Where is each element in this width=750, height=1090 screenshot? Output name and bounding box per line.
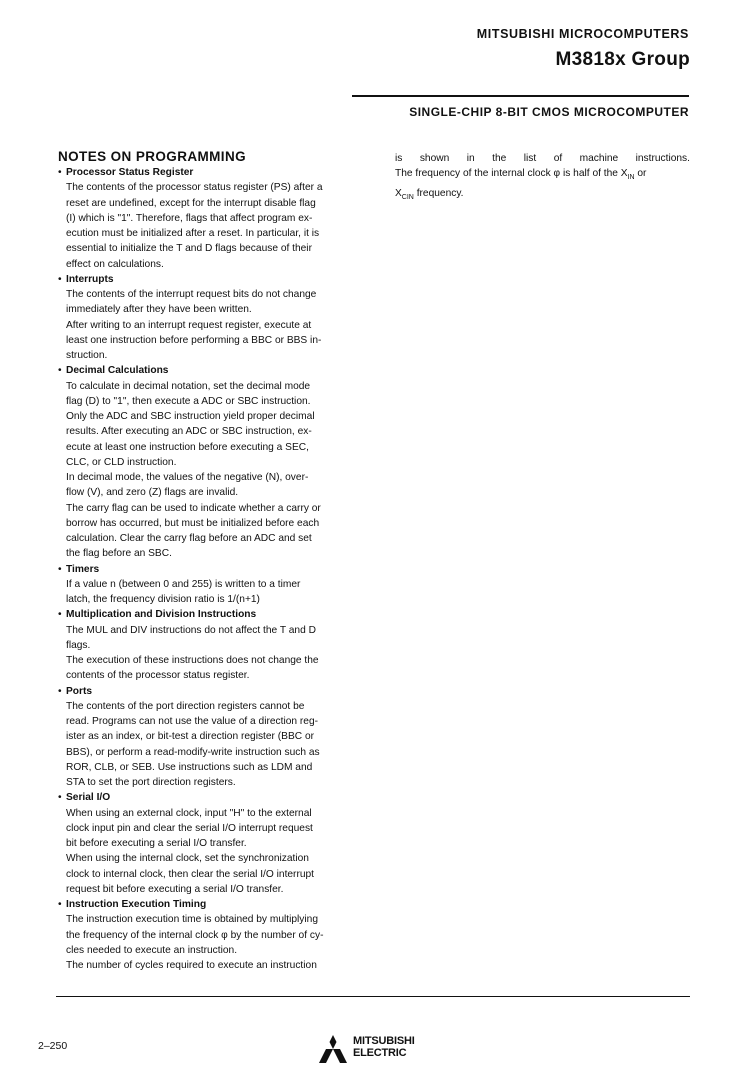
bullet-icon: • bbox=[58, 563, 62, 575]
subscript: CIN bbox=[401, 193, 414, 201]
section-line: least one instruction before performing a BBC or BBS in- bbox=[66, 334, 322, 346]
section-title bbox=[58, 165, 358, 180]
section-title-text: Ports bbox=[66, 685, 93, 697]
bullet-icon: • bbox=[58, 365, 62, 377]
section-line: When using an external clock, input "H" to the external bbox=[66, 807, 312, 819]
bullet-icon: • bbox=[58, 167, 62, 178]
product-group-title: M3818x Group bbox=[555, 49, 690, 70]
section-line: cles needed to execute an instruction. bbox=[66, 944, 238, 956]
section-line: When using the internal clock, set the synchronization bbox=[66, 853, 309, 865]
section-line: borrow has occurred, but must be initialized before each bbox=[66, 517, 320, 529]
section-line: The MUL and DIV instructions do not affect the T and D bbox=[66, 624, 316, 636]
bullet-icon: • bbox=[58, 792, 62, 804]
section-line: effect on calculations. bbox=[66, 258, 164, 270]
section-title-text: Serial I/O bbox=[66, 792, 111, 804]
continuation-line: is shown in the list of machine instructions. bbox=[395, 153, 690, 164]
continuation-line bbox=[395, 166, 690, 185]
section-line: The contents of the interrupt request bits do not change bbox=[66, 289, 317, 300]
section-line: CLC, or CLD instruction. bbox=[66, 456, 177, 468]
section-line: the flag before an SBC. bbox=[66, 548, 172, 560]
section-line: The number of cycles required to execute an instruction bbox=[66, 960, 317, 971]
bullet-icon: • bbox=[58, 609, 62, 621]
brand-name-line-2: ELECTRIC bbox=[353, 1047, 407, 1059]
section-title bbox=[58, 607, 358, 622]
continuation-text: The frequency of the internal clock φ is half of the X bbox=[395, 168, 628, 180]
brand-mark bbox=[316, 1034, 426, 1064]
subscript: IN bbox=[627, 174, 635, 182]
section-line: The execution of these instructions does not change the bbox=[66, 655, 319, 666]
section-line: reset are undefined, except for the interrupt disable flag bbox=[66, 197, 316, 209]
section-line: After writing to an interrupt request register, execute at bbox=[66, 319, 312, 331]
section-title-text: Processor Status Register bbox=[66, 167, 194, 178]
continuation-text: or bbox=[634, 168, 647, 180]
section-line: ecution must be initialized after a reset. In particular, it is bbox=[66, 228, 320, 239]
section-line: flag (D) to "1", then execute a ADC or SBC instruction. bbox=[66, 395, 311, 407]
section-line: The carry flag can be used to indicate whether a carry or bbox=[66, 502, 321, 514]
section-line: contents of the processor status register. bbox=[66, 670, 250, 682]
section-title bbox=[58, 684, 358, 699]
section-line: The contents of the processor status register (PS) after a bbox=[66, 182, 323, 194]
section-title-text: Timers bbox=[66, 563, 100, 575]
section-title bbox=[58, 562, 358, 577]
section-line: STA to set the port direction registers. bbox=[66, 777, 236, 788]
bullet-icon: • bbox=[58, 685, 62, 697]
notes-heading: NOTES ON PROGRAMMING bbox=[58, 149, 247, 164]
section-line: essential to initialize the T and D flags because of their bbox=[66, 243, 312, 255]
section-line: calculation. Clear the carry flag before an ADC and set bbox=[66, 533, 312, 544]
section-title-text: Decimal Calculations bbox=[66, 365, 169, 377]
notes-right-column bbox=[395, 151, 690, 205]
company-header: MITSUBISHI MICROCOMPUTERS bbox=[476, 27, 689, 41]
section-line: If a value n (between 0 and 255) is written to a timer bbox=[66, 578, 301, 590]
section-line: read. Programs can not use the value of a direction reg- bbox=[66, 716, 318, 727]
section-line: results. After executing an ADC or SBC instruction, ex- bbox=[66, 426, 312, 438]
section-line: ROR, CLB, or SEB. Use instructions such as LDM and bbox=[66, 761, 313, 773]
section-line: clock to internal clock, then clear the serial I/O interrupt bbox=[66, 868, 315, 880]
brand-name-line-1: MITSUBISHI bbox=[353, 1035, 415, 1047]
section-line: BBS), or perform a read-modify-write instruction such as bbox=[66, 746, 320, 758]
bullet-icon: • bbox=[58, 899, 62, 910]
bullet-icon: • bbox=[58, 273, 62, 285]
section-line: To calculate in decimal notation, set the decimal mode bbox=[66, 380, 311, 392]
section-title-text: Instruction Execution Timing bbox=[66, 899, 207, 910]
continuation-line bbox=[395, 186, 690, 205]
section-line: immediately after they have been written. bbox=[66, 304, 252, 316]
mitsubishi-logo-icon bbox=[316, 1034, 350, 1064]
section-title bbox=[58, 897, 358, 912]
section-line: flags. bbox=[66, 639, 91, 651]
section-title-text: Interrupts bbox=[66, 273, 114, 285]
continuation-text: frequency. bbox=[413, 187, 464, 199]
section-line: Only the ADC and SBC instruction yield proper decimal bbox=[66, 411, 315, 422]
footer-rule bbox=[56, 996, 690, 997]
page-number: 2–250 bbox=[38, 1040, 68, 1052]
section-line: bit before executing a serial I/O transfer. bbox=[66, 838, 247, 849]
section-line: The instruction execution time is obtained by multiplying bbox=[66, 914, 318, 926]
section-line: request bit before executing a serial I/O transfer. bbox=[66, 883, 284, 895]
section-line: latch, the frequency division ratio is 1/(n+1) bbox=[66, 594, 260, 605]
section-title-text: Multiplication and Division Instructions bbox=[66, 609, 257, 621]
section-line: flow (V), and zero (Z) flags are invalid. bbox=[66, 487, 239, 499]
section-title bbox=[58, 363, 358, 378]
continuation-text: X bbox=[395, 187, 402, 199]
section-line: clock input pin and clear the serial I/O interrupt request bbox=[66, 822, 313, 834]
section-title bbox=[58, 790, 358, 805]
section-line: ister as an index, or bit-test a direction register (BBC or bbox=[66, 731, 314, 743]
section-line: (I) which is "1". Therefore, flags that affect program ex- bbox=[66, 212, 313, 224]
product-subtitle: SINGLE-CHIP 8-BIT CMOS MICROCOMPUTER bbox=[409, 105, 689, 119]
section-title bbox=[58, 272, 358, 287]
section-line: The contents of the port direction registers cannot be bbox=[66, 700, 305, 712]
header-rule bbox=[352, 95, 689, 97]
notes-left-column bbox=[58, 165, 358, 973]
section-line: the frequency of the internal clock φ by the number of cy- bbox=[66, 929, 324, 941]
section-line: ecute at least one instruction before executing a SEC, bbox=[66, 441, 309, 453]
section-line: struction. bbox=[66, 350, 108, 361]
section-line: In decimal mode, the values of the negative (N), over- bbox=[66, 472, 309, 483]
